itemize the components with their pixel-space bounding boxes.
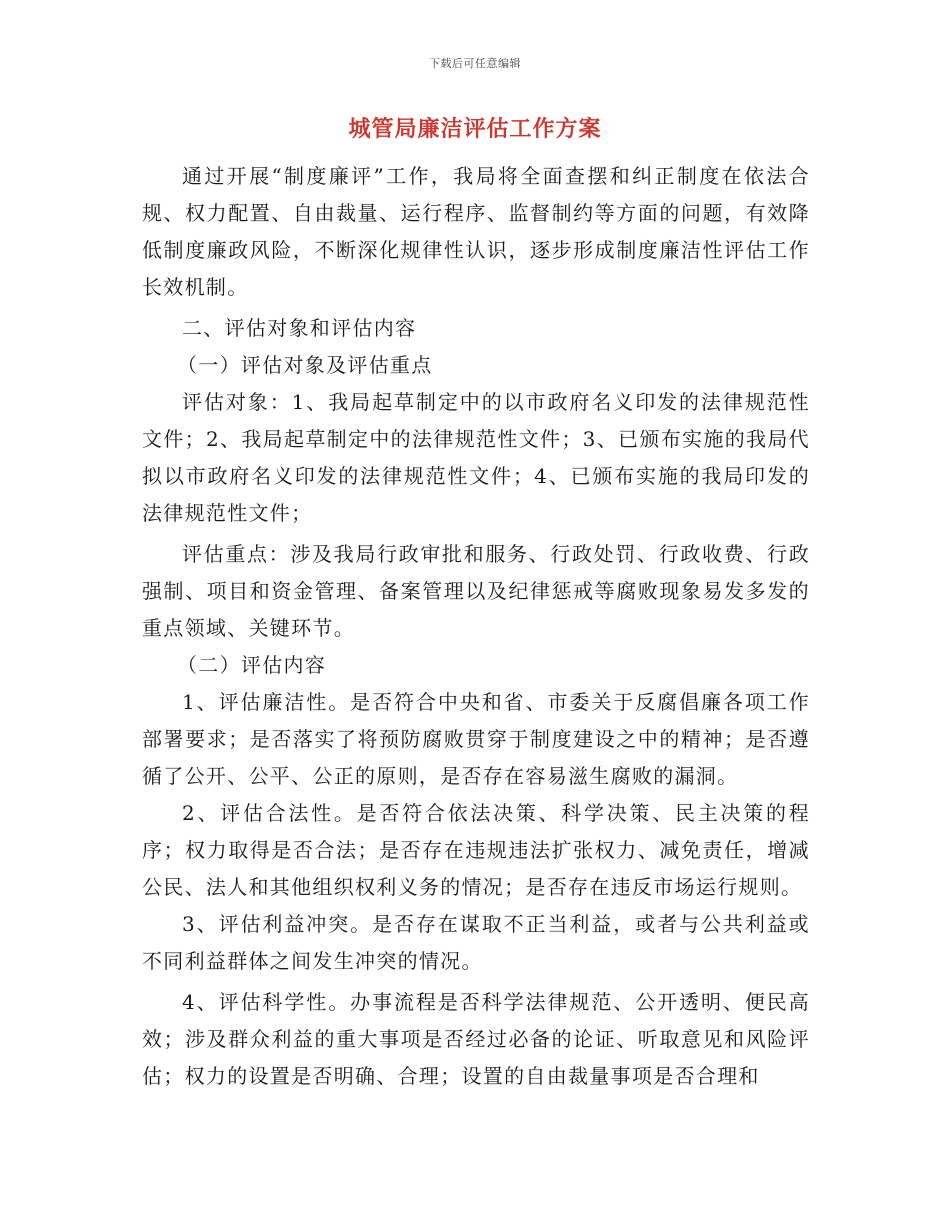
paragraph-intro: 通过开展“制度廉评”工作，我局将全面查摆和纠正制度在依法合规、权力配置、自由裁量、运行程序、监督制约等方面的问题，有效降低制度廉政风险，不断深化规律性认识，逐步形成制度廉洁性评估工作长效机制。 [142, 164, 810, 299]
paragraph-item-3: 3、评估利益冲突。是否存在谋取不正当利益，或者与公共利益或不同利益群体之间发生冲突的情况。 [142, 912, 810, 973]
paragraph-eval-objects: 评估对象：1、我局起草制定中的以市政府名义印发的法律规范性文件；2、我局起草制定中的法律规范性文件；3、已颁布实施的我局代拟以市政府名义印发的法律规范性文件；4、已颁布实施的我局印发的法律规范性文件； [142, 390, 810, 525]
document-title: 城管局廉洁评估工作方案 [348, 116, 602, 142]
section-heading-2: 二、评估对象和评估内容 [182, 316, 417, 340]
paragraph-item-1: 1、评估廉洁性。是否符合中央和省、市委关于反腐倡廉各项工作部署要求；是否落实了将预防腐败贯穿于制度建设之中的精神；是否遵循了公开、公平、公正的原则，是否存在容易滋生腐败的漏洞。 [142, 690, 810, 788]
subsection-heading-2: （二）评估内容 [177, 653, 327, 677]
header-note: 下载后可任意编辑 [429, 57, 521, 70]
document-body [142, 158, 810, 1095]
paragraph-item-4: 4、评估科学性。办事流程是否科学法律规范、公开透明、便民高效；涉及群众利益的重大事项是否经过必备的论证、听取意见和风险评估；权力的设置是否明确、合理；设置的自由裁量事项是否合理和 [142, 990, 810, 1088]
subsection-heading-1: （一）评估对象及评估重点 [177, 353, 433, 377]
paragraph-item-2: 2、评估合法性。是否符合依法决策、科学决策、民主决策的程序；权力取得是否合法；是否存在违规违法扩张权力、减免责任，增减公民、法人和其他组织权利义务的情况；是否存在违反市场运行规则。 [142, 801, 810, 899]
paragraph-eval-focus: 评估重点：涉及我局行政审批和服务、行政处罚、行政收费、行政强制、项目和资金管理、备案管理以及纪律惩戒等腐败现象易发多发的重点领域、关键环节。 [142, 542, 810, 640]
